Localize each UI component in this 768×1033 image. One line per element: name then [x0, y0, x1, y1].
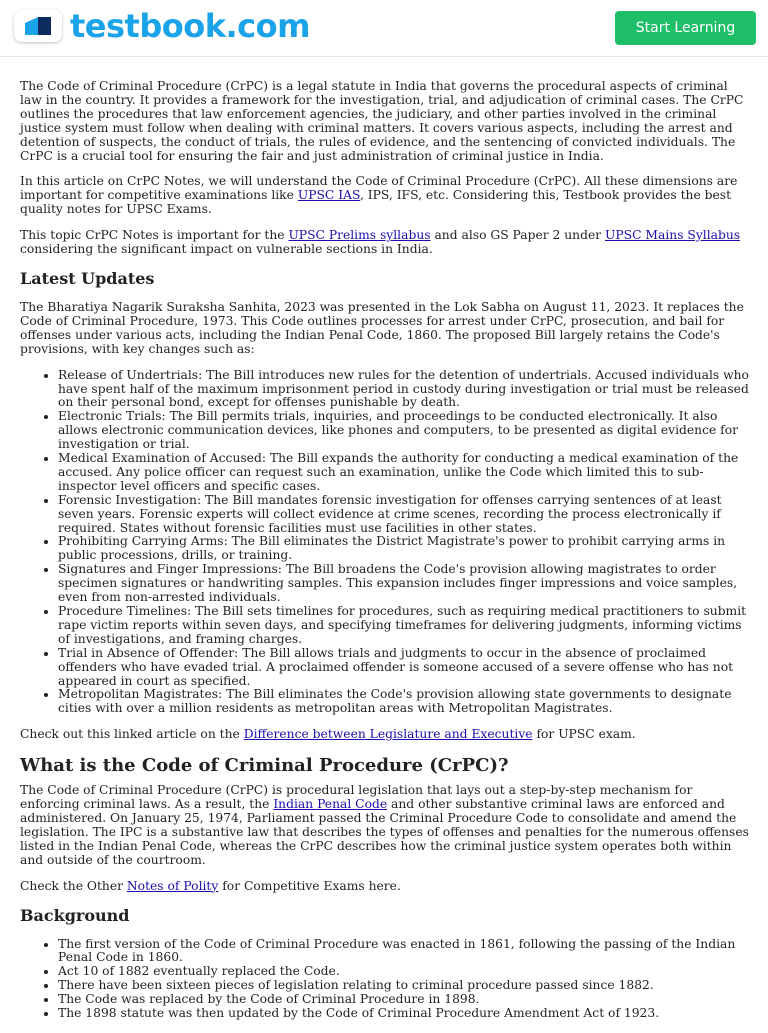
list-item: • Prohibiting Carrying Arms: The Bill eliminates the District Magistrate's power to prohibit carrying arms in public processions, drills, or training. [58, 535, 750, 563]
list-item: • Trial in Absence of Offender: The Bill allows trials and judgments to occur in the absence of proclaimed offenders who have evaded trial. A proclaimed offender is someone accused of a severe offense who has not appeared in court as specified. [58, 647, 750, 689]
legislature-executive-note: Check out this linked article on the Difference between Legislature and Executive for UPSC exam. [20, 727, 636, 742]
book-logo-icon [14, 10, 62, 42]
list-item: • Medical Examination of Accused: The Bill expands the authority for conducting a medical examination of the accused. Any police officer can request such an examination, unlike the Code which limited this to sub-inspector level officers and specific cases. [58, 452, 750, 494]
upsc-prelims-syllabus-link[interactable]: UPSC Prelims syllabus [288, 228, 431, 243]
background-heading: Background [20, 905, 130, 925]
list-item: • Procedure Timelines: The Bill sets timelines for procedures, such as requiring medical practitioners to submit rape victim reports within seven days, and specifying timeframes for delivering judgments, informing victims of investigations, and framing charges. [58, 605, 750, 647]
site-header [0, 0, 768, 57]
indian-penal-code-link[interactable]: Indian Penal Code [273, 797, 388, 812]
intro-paragraph-2: In this article on CrPC Notes, we will understand the Code of Criminal Procedure (CrPC). All these dimensions are important for competitive examinations like UPSC IAS, IPS, IFS, etc. Considering this, Testbook provides the best quality notes for UPSC Exams. [20, 174, 738, 217]
list-item: • The Code was replaced by the Code of Criminal Procedure in 1898. [58, 993, 750, 1007]
upsc-mains-syllabus-link[interactable]: UPSC Mains Syllabus [605, 228, 741, 243]
list-item: • Signatures and Finger Impressions: The Bill broadens the Code's provision allowing magistrates to order specimen signatures or handwriting samples. This expansion includes finger impressions and voice samples, even from non-arrested individuals. [58, 563, 750, 605]
list-item: • Electronic Trials: The Bill permits trials, inquiries, and proceedings to be conducted electronically. It also allows electronic communication devices, like phones and computers, to be presented as digital evidence for investigation or trial. [58, 410, 750, 452]
list-item: • Metropolitan Magistrates: The Bill eliminates the Code's provision allowing state governments to designate cities with over a million residents as metropolitan areas with Metropolitan Magistrates. [58, 688, 750, 716]
intro-paragraph: The Code of Criminal Procedure (CrPC) is a legal statute in India that governs the procedural aspects of criminal law in the country. It provides a framework for the investigation, trial, and adjudication of criminal cases. The CrPC outlines the procedures that law enforcement agencies, the judiciary, and other parties involved in the criminal justice system must follow when dealing with criminal matters. It covers various aspects, including the arrest and detention of suspects, the conduct of trials, the rules of evidence, and the sentencing of convicted individuals. The CrPC is a crucial tool for ensuring the fair and just administration of criminal justice in India. [20, 79, 744, 163]
list-item: • The 1898 statute was then updated by the Code of Criminal Procedure Amendment Act of 1923. [58, 1007, 750, 1021]
what-is-crpc-heading: What is the Code of Criminal Procedure (CrPC)? [20, 755, 509, 777]
brand-logo[interactable] [14, 7, 310, 45]
latest-updates-heading: Latest Updates [20, 268, 155, 288]
latest-updates-paragraph: The Bharatiya Nagarik Suraksha Sanhita, 2023 was presented in the Lok Sabha on August 11, 2023. It replaces the Code of Criminal Procedure, 1973. This Code outlines processes for arrest under CrPC, prosecution, and bail for offenses under various acts, including the Indian Penal Code, 1860. The proposed Bill largely retains the Code's provisions, with key changes such as: [20, 299, 744, 356]
what-is-crpc-paragraph: The Code of Criminal Procedure (CrPC) is procedural legislation that lays out a step-by-step mechanism for enforcing criminal laws. As a result, the Indian Penal Code and other substantive criminal laws are enforced and administered. On January 25, 1974, Parliament passed the Criminal Procedure Code to consolidate and amend the legislation. The IPC is a substantive law that describes the types of offenses and penalties for the numerous offenses listed in the Indian Penal Code, whereas the CrPC describes how the criminal justice system operates both within and outside of the courtroom. [20, 783, 749, 867]
start-learning-button[interactable]: Start Learning [615, 11, 756, 45]
list-item: • Act 10 of 1882 eventually replaced the Code. [58, 965, 750, 979]
list-item: • There have been sixteen pieces of legislation relating to criminal procedure passed since 1882. [58, 979, 750, 993]
legislature-executive-link[interactable]: Difference between Legislature and Executive [243, 727, 533, 742]
notes-of-polity-link[interactable]: Notes of Polity [126, 878, 219, 893]
brand-name: testbook.com [70, 7, 310, 45]
upsc-ias-link[interactable]: UPSC IAS [297, 188, 360, 203]
list-item: • Release of Undertrials: The Bill introduces new rules for the detention of undertrials. Accused individuals who have spent half of the maximum imprisonment period in custody during investigation or trial must be released on their personal bond, except for offenses punishable by death. [58, 369, 750, 411]
intro-paragraph-3: This topic CrPC Notes is important for the UPSC Prelims syllabus and also GS Paper 2 under UPSC Mains Syllabus considering the significant impact on vulnerable sections in India. [20, 228, 741, 257]
article-body [20, 80, 750, 1033]
list-item: • The first version of the Code of Criminal Procedure was enacted in 1861, following the passing of the Indian Penal Code in 1860. [58, 938, 750, 966]
list-item: • Forensic Investigation: The Bill mandates forensic investigation for offenses carrying sentences of at least seven years. Forensic experts will collect evidence at crime scenes, recording the process electronically if required. States without forensic facilities must use facilities in other states. [58, 494, 750, 536]
latest-updates-list [20, 369, 750, 717]
polity-notes-note: Check the Other Notes of Polity for Competitive Exams here. [20, 878, 401, 893]
background-list [20, 938, 750, 1021]
